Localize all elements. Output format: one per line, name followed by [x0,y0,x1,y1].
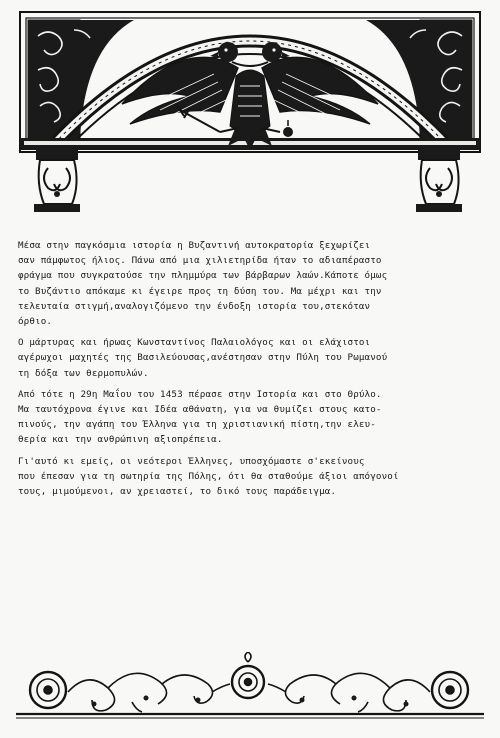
text-line: τη δόξα των θερμοπυλών. [18,367,149,379]
text-line: Γι'αυτό κι εμείς, οι νεότεροι Έλληνες, υποσχόμαστε σ'εκείνους [18,455,365,467]
text-line: φράγμα που συγκρατούσε την πλημμύρα των βάρβαρων λαών.Κάποτε όμως [18,270,388,282]
paragraph-3 [18,387,484,448]
text-line: Ο μάρτυρας και ήρωας Κωνσταντίνος Παλαιολόγος και οι ελάχιστοι [18,337,371,349]
text-line: που έπεσαν για τη σωτηρία της Πόλης, ότι θα σταθούμε άξιοι απόγονοί [18,470,399,482]
text-line: πινούς, την αγάπη του Έλληνα για τη χριστιανική πίστη,την ελευ- [18,419,376,431]
text-line: Από τότε η 29η Μαΐου του 1453 πέρασε στην Ιστορία και στο Θρύλο. [18,388,382,400]
floral-scroll-border-icon [12,652,488,730]
paragraph-2 [18,335,484,381]
double-headed-eagle-arch-icon [14,8,486,218]
text-line: σαν πάμφωτος ήλιος. Πάνω από μια χιλιετηρίδα ήταν το αδιαπέραστο [18,255,382,267]
text-line: όρθιο. [18,316,53,328]
text-line: τελευταία στιγμή,αναλογιζόμενο την ένδοξη ιστορία του,στεκόταν [18,300,371,312]
text-line: Μα ταυτόχρονα έγινε και Ιδέα αθάνατη, για να θυμίζει στους κατο- [18,404,382,416]
paragraph-4 [18,454,484,500]
text-line: τους, μιμούμενοι, αν χρειαστεί, το δικό τους παράδειγμα. [18,486,337,498]
text-line: το Βυζάντιο απόκαμε κι έγειρε προς τη δύση του. Μα μέχρι και την [18,285,382,297]
body-text [18,238,484,505]
text-line: θερία και την ανθρώπινη αξιοπρέπεια. [18,434,223,446]
paragraph-1 [18,238,484,329]
text-line: αγέρωχοι μαχητές της Βασιλεύουσας,ανέστησαν στην Πύλη του Ρωμανού [18,352,388,364]
text-line: Μέσα στην παγκόσμια ιστορία η Βυζαντινή αυτοκρατορία ξεχωρίζει [18,240,371,251]
